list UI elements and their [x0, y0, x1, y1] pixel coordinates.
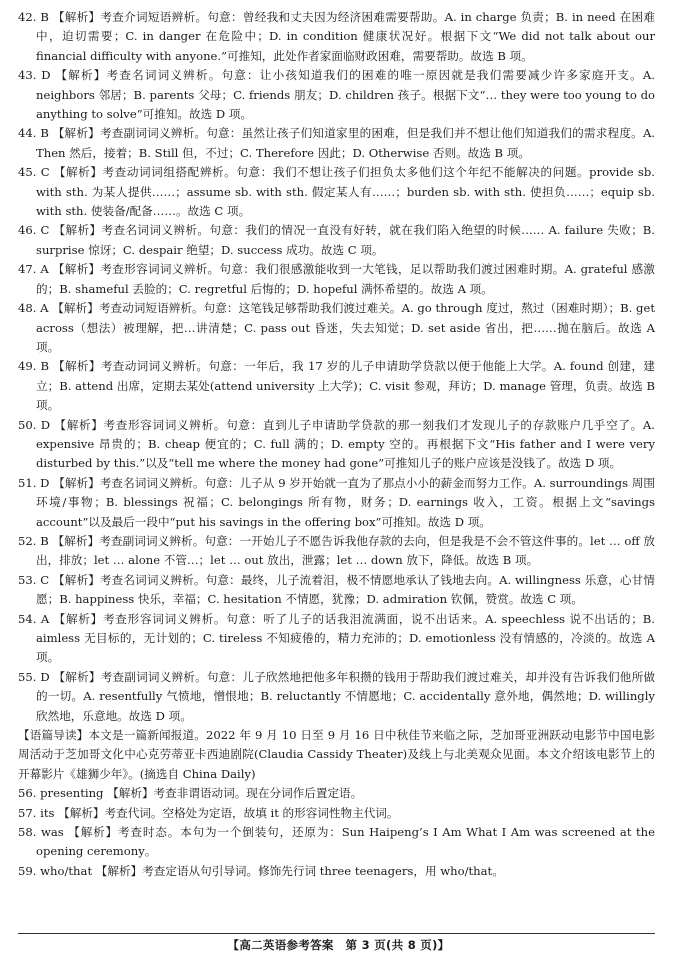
page-footer — [0, 937, 677, 953]
footer-divider — [18, 933, 655, 934]
answer-item-44: 44. B 【解析】考查副词词义辨析。句意：虽然让孩子们知道家里的困难，但是我们并不想让他们知道我们的需求程度。A. Then 然后，接着；B. Still 但，不过；C. Therefore 因此；D. Otherwise 否则。故选 B 项。 — [18, 126, 655, 160]
answer-item-49: 49. B 【解析】考查动词词义辨析。句意：一年后，我 17 岁的儿子申请助学贷款以便于他能上大学。A. found 创建，建立；B. attend 出席，定期去某处(attend university 上大学)；C. visit 参观，拜访；D. manage 管理，负责。故选 B 项。 — [18, 359, 655, 413]
answer-item-54: 54. A 【解析】考查形容词词义辨析。句意：听了儿子的话我泪流满面，说不出话来。A. speechless 说不出话的；B. aimless 无目标的，无计划的；C. tireless 不知疲倦的，精力充沛的；D. emotionless 没有情感的，冷淡的。故选 A 项。 — [18, 611, 655, 665]
answer-item-50: 50. D 【解析】考查形容词词义辨析。句意：直到儿子申请助学贷款的那一刻我们才发现儿子的存款账户几乎空了。A. expensive 昂贵的；B. cheap 便宜的；C. full 满的；D. empty 空的。再根据下文“His father and I were very disturbed by this.”以及“tell me where the money had gone”可推知儿子的账户应该是没钱了。故选 D 项。 — [18, 417, 655, 471]
passage-guide: 【语篇导读】本文是一篇新闻报道。2022 年 9 月 10 日至 9 月 16 日中秋佳节来临之际，芝加哥亚洲跃动电影节中国电影周活动于芝加哥文化中心克劳蒂亚卡西迪剧院(Claudia Cassidy Theater)及线上与北美观众见面。本文介绍该电影节上的开幕影片《雄狮少年》。(摘选自 China Daily) — [18, 728, 655, 781]
answer-item-57: 57. its 【解析】考查代词。空格处为定语，故填 it 的形容词性物主代词。 — [18, 805, 399, 820]
answer-item-52: 52. B 【解析】考查副词词义辨析。句意：一开始儿子不愿告诉我他存款的去向，但是我是不会不管这件事的。let … off 放出，排放；let … alone 不管…；let … out 放出，泄露；let … down 放下，降低。故选 B 项。 — [18, 533, 655, 568]
answer-item-51: 51. D 【解析】考查名词词义辨析。句意：儿子从 9 岁开始就一直为了那点小小的薪金而努力工作。A. surroundings 周围环境/事物；B. blessings 祝福；C. belongings 所有物，财务；D. earnings 收入，工资。根据上文“savings account”以及最后一段中“put his savings in the offering box”可推知。故选 D 项。 — [18, 475, 655, 529]
answer-item-53: 53. C 【解析】考查名词词义辨析。句意：最终，儿子流着泪，极不情愿地承认了钱地去向。A. willingness 乐意，心甘情愿；B. happiness 快乐，幸福；C. hesitation 不情愿，犹豫；D. admiration 钦佩，赞赏。故选 C 项。 — [18, 572, 655, 607]
answer-item-43: 43. D 【解析】考查名词词义辨析。句意：让小孩知道我们的困难的唯一原因就是我们需要减少许多家庭开支。A. neighbors 邻居；B. parents 父母；C. friends 朋友；D. children 孩子。根据下文“… they were too young to do anything to solve”可推知。故选 D 项。 — [18, 68, 655, 122]
answer-item-56: 56. presenting 【解析】考查非谓语动词。现在分词作后置定语。 — [18, 786, 363, 801]
answer-item-42: 42. B 【解析】考查介词短语辨析。句意：曾经我和丈夫因为经济困难需要帮助。A. in charge 负责；B. in need 在困难中，迫切需要；C. in danger 在危险中；D. in condition 健康状况好。根据下文“We did not talk about our financial difficulty with anyone.”可推知，此处作者家面临财政困难，需要帮助。故选 B 项。 — [18, 10, 655, 63]
answer-item-45: 45. C 【解析】考查动词词组搭配辨析。句意：我们不想让孩子们担负太多他们这个年纪不能解决的问题。provide sb. with sth. 为某人提供……；assume sb. with sth. 假定某人有……；burden sb. with sth. 使担负……；equip sb. with sth. 使装备/配备……。故选 C 项。 — [18, 165, 655, 219]
footer-label: 【高二英语参考答案 第 3 页(共 8 页)】 — [227, 938, 450, 952]
answer-item-46: 46. C 【解析】考查名词词义辨析。句意：我们的情况一直没有好转，就在我们陷入绝望的时候…… A. failure 失败；B. surprise 惊讶；C. despair 绝望；D. success 成功。故选 C 项。 — [18, 223, 655, 257]
answer-item-48: 48. A 【解析】考查动词短语辨析。句意：这笔钱足够帮助我们渡过难关。A. go through 度过，熬过（困难时期）；B. get across（想法）被理解，把…讲清楚；C. pass out 昏迷，失去知觉；D. set aside 省出，把……抛在脑后。故选 A 项。 — [18, 301, 655, 354]
answer-item-58: 58. was 【解析】考查时态。本句为一个倒装句，还原为：Sun Haipeng’s I Am What I Am was screened at the opening ceremony。 — [18, 825, 655, 859]
answer-item-59: 59. who/that 【解析】考查定语从句引导词。修饰先行词 three teenagers，用 who/that。 — [18, 863, 504, 878]
answer-item-47: 47. A 【解析】考查形容词词义辨析。句意：我们很感激能收到一大笔钱，足以帮助我们渡过困难时期。A. grateful 感激的；B. shameful 丢脸的；C. regretful 后悔的；D. hopeful 满怀希望的。故选 A 项。 — [18, 262, 655, 296]
answer-key-page — [18, 8, 655, 881]
answer-item-55: 55. D 【解析】考查副词词义辨析。句意：儿子欣然地把他多年积攒的钱用于帮助我们渡过难关，却并没有告诉我们他所做的一切。A. resentfully 气愤地，憎恨地；B. reluctantly 不情愿地；C. accidentally 意外地，偶然地；D. willingly 欣然地，乐意地。故选 D 项。 — [18, 669, 655, 723]
